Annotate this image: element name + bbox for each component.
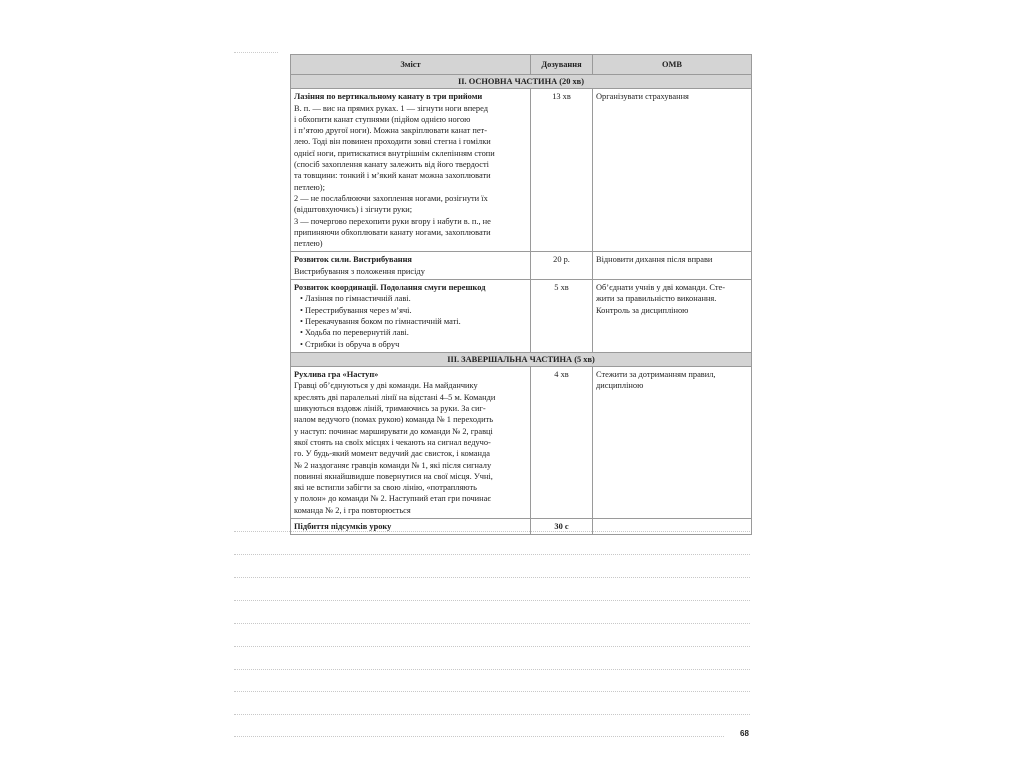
game-line: креслять дві паралельні лінії на відстані 4–5 м. Команди [294, 392, 496, 402]
rope-line: В. п. — вис на прямих руках. 1 — зігнути ноги вперед [294, 103, 488, 113]
rope-line: петлею); [294, 182, 325, 192]
rope-line: (спосіб захоплення канату залежить від його твердості [294, 160, 489, 170]
omv-line: Об’єднати учнів у дві команди. Сте- [596, 283, 726, 293]
game-line: якої стоять на своїх місцях і чекають на сигнал ведучо- [294, 437, 491, 447]
rope-dose: 13 хв [531, 89, 593, 252]
writing-line [234, 600, 750, 601]
game-line: повинні якнайшвидше повернутися на свої місця. Учні, [294, 471, 493, 481]
game-omv [593, 367, 752, 519]
strength-title: Розвиток сили. Вистрибування [294, 255, 412, 265]
list-item: • Перекачування боком по гімнастичній маті. [300, 316, 527, 327]
header-dosage: Дозування [531, 55, 593, 75]
section-final-row [291, 352, 752, 366]
summary-omv [593, 518, 752, 534]
writing-line [234, 646, 750, 647]
game-line: які не встигли забігти за свою лінію, «потрапляють [294, 483, 477, 493]
rope-line: лею. Тоді він повинен проходити зовні стегна і гомілки [294, 137, 491, 147]
rope-line: 2 — не послаблюючи захоплення ногами, розігнути їх [294, 193, 488, 203]
writing-line [234, 554, 750, 555]
writing-line [234, 531, 750, 532]
game-title: Рухлива гра «Наступ» [294, 370, 379, 380]
game-line: у наступ: починає марширувати до команди № 2, гравці [294, 426, 493, 436]
rope-title: Лазіння по вертикальному канату в три прийоми [294, 92, 483, 102]
game-line: го. У будь-який момент ведучий дає свисток, і команда [294, 449, 490, 459]
writing-line [234, 736, 724, 737]
rope-line: припиняючи обхоплювати канату ногами, захоплювати [294, 227, 491, 237]
writing-line [234, 577, 750, 578]
writing-line [234, 691, 750, 692]
rope-line: 3 — почергово перехопити руки вгору і набути в. п., не [294, 216, 491, 226]
rope-line: (відштовхуючись) і зігнути руки; [294, 205, 413, 215]
omv-line: Стежити за дотриманням правил, [596, 370, 716, 380]
rope-line: і п’ятою другої ноги). Можна закріплювати канат пет- [294, 126, 487, 136]
header-omv: ОМВ [593, 55, 752, 75]
coordination-omv [593, 280, 752, 353]
section-main-title: ІІ. ОСНОВНА ЧАСТИНА (20 хв) [291, 75, 752, 89]
list-item: • Перестрибування через м’ячі. [300, 305, 527, 316]
section-final-title: ІІІ. ЗАВЕРШАЛЬНА ЧАСТИНА (5 хв) [291, 352, 752, 366]
rope-content [291, 89, 531, 252]
writing-line [234, 714, 750, 715]
table-header-row [291, 55, 752, 75]
game-line: № 2 наздоганяє гравців команди № 1, які після сигналу [294, 460, 492, 470]
game-dose: 4 хв [531, 367, 593, 519]
table-row [291, 518, 752, 534]
header-content: Зміст [291, 55, 531, 75]
list-item: • Ходьба по перевернутій лаві. [300, 327, 527, 338]
table-row [291, 367, 752, 519]
game-line: шикуються вздовж ліній, тримаючись за руки. За сиг- [294, 404, 486, 414]
rope-line: і обхопити канат ступнями (підйом однією ногою [294, 114, 471, 124]
game-line: у полон» до команди № 2. Наступний етап гри починає [294, 494, 491, 504]
section-main-row [291, 75, 752, 89]
writing-line [234, 623, 750, 624]
page-number: 68 [740, 729, 749, 738]
coordination-dose: 5 хв [531, 280, 593, 353]
table-row [291, 280, 752, 353]
lesson-plan-table [290, 54, 752, 535]
table-row [291, 252, 752, 280]
strength-omv: Відновити дихання після вправи [593, 252, 752, 280]
game-line: команда № 2, і гра повторюється [294, 505, 411, 515]
rope-line: петлею) [294, 239, 323, 249]
summary-dose: 30 с [531, 518, 593, 534]
table-row [291, 89, 752, 252]
list-item: • Лазіння по гімнастичній лаві. [300, 293, 527, 304]
strength-dose: 20 р. [531, 252, 593, 280]
coordination-content [291, 280, 531, 353]
rope-line: однієї ноги, притискатися внутрішнім склепінням стопи [294, 148, 495, 158]
summary-title: Підбиття підсумків уроку [291, 518, 531, 534]
rope-omv: Організувати страхування [593, 89, 752, 252]
list-item: • Стрибки із обруча в обруч [300, 339, 527, 350]
strength-content [291, 252, 531, 280]
rope-line: та товщини: тонкий і м’який канат можна захоплювати [294, 171, 491, 181]
game-line: налом ведучого (помах рукою) команда № 1 переходить [294, 415, 494, 425]
top-dotted-rule [234, 52, 278, 53]
omv-line: жити за правильністю виконання. [596, 294, 717, 304]
obstacle-list [294, 293, 527, 349]
coordination-title: Розвиток координації. Подолання смуги перешкод [294, 283, 486, 293]
game-line: Гравці об’єднуються у дві команди. На майданчику [294, 381, 478, 391]
omv-line: Контроль за дисципліною [596, 305, 689, 315]
omv-line: дисципліною [596, 381, 644, 391]
game-content [291, 367, 531, 519]
writing-line [234, 669, 750, 670]
strength-text: Вистрибування з положення присіду [294, 266, 425, 276]
